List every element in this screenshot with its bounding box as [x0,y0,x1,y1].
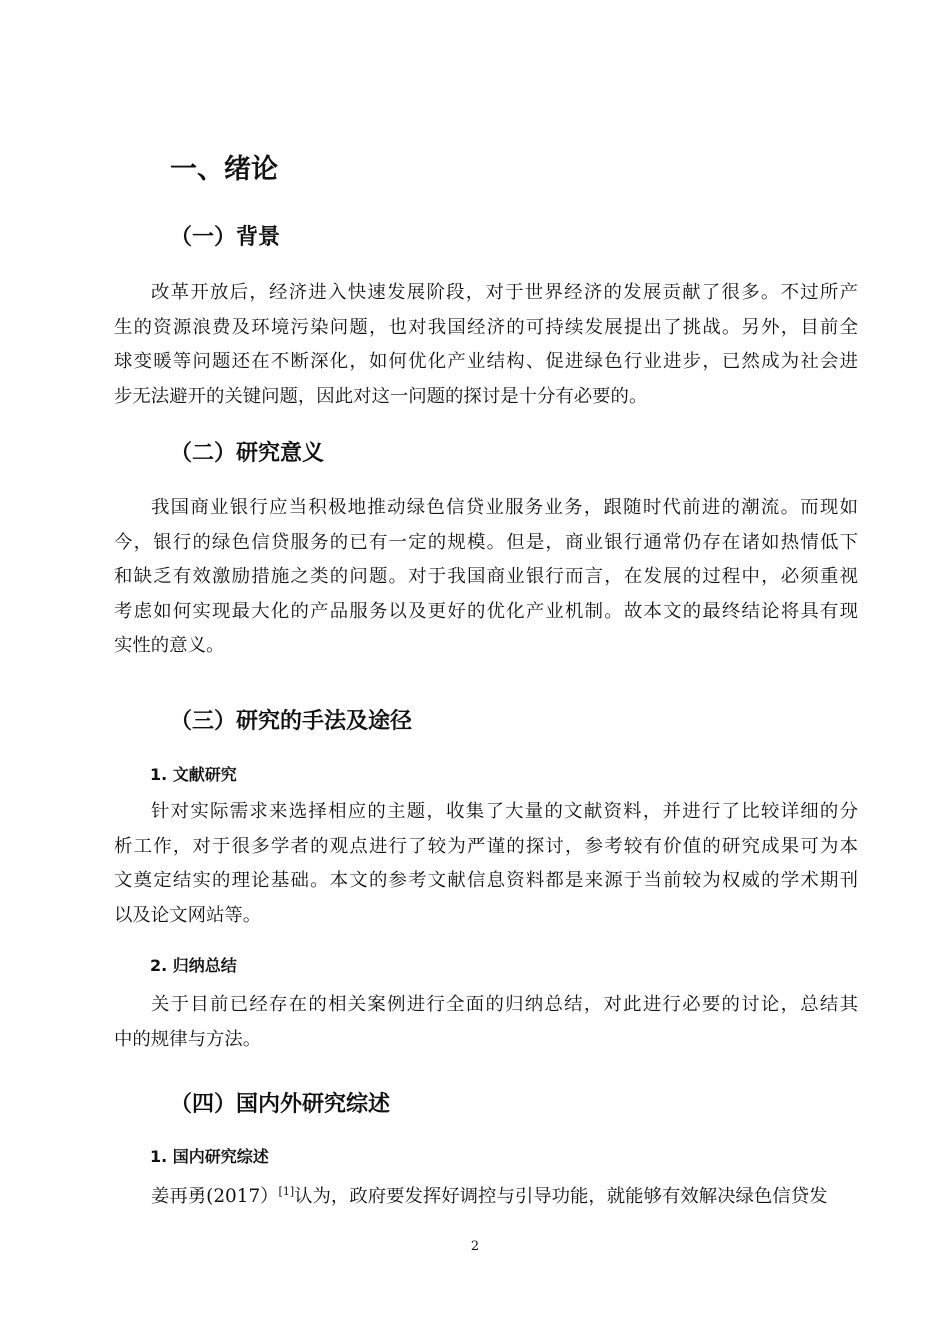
subsection-heading-literature: 1. 文献研究 [150,765,237,784]
paragraph-line: 针对实际需求来选择相应的主题，收集了大量的文献资料，并进行了比较详细的分 [151,801,858,822]
paragraph-line: 考虑如何实现最大化的产品服务以及更好的优化产业机制。故本文的最终结论将具有现 [114,600,858,622]
section-heading-review: （四）国内外研究综述 [170,1092,391,1117]
paragraph-line: 析工作，对于很多学者的观点进行了较为严谨的探讨，参考较有价值的研究成果可为本 [114,835,858,857]
paragraph-line: 中的规律与方法。 [114,1028,262,1050]
paragraph-line [114,1180,858,1215]
section-heading-methods: （三）研究的手法及途径 [170,709,413,734]
paragraph-line: 关于目前已经存在的相关案例进行全面的归纳总结，对此进行必要的讨论，总结其 [151,994,858,1015]
paragraph-induction [114,988,858,1057]
paragraph-line: 球变暖等问题还在不断深化，如何优化产业结构、促进绿色行业进步，已然成为社会进 [114,351,858,372]
paragraph-line: 今，银行的绿色信贷服务的已有一定的规模。但是，商业银行通常仍存在诸如热情低下 [114,531,858,553]
paragraph-line: 生的资源浪费及环境污染问题，也对我国经济的可持续发展提出了挑战。另外，目前全 [114,316,858,338]
citation-author: 姜再勇(2017） [151,1186,279,1207]
paragraph-literature [114,795,858,933]
section-heading-background: （一）背景 [170,225,281,250]
paragraph-line: 和缺乏有效激励措施之类的问题。对于我国商业银行而言，在发展的过程中，必须重视 [114,566,858,587]
paragraph-line: 步无法避开的关键问题，因此对这一问题的探讨是十分有必要的。 [114,385,648,407]
citation-text: 认为，政府要发挥好调控与引导功能，就能够有效解决绿色信贷发 [294,1186,828,1207]
paragraph-background [114,276,858,414]
paragraph-line: 改革开放后，经济进入快速发展阶段，对于世界经济的发展贡献了很多。不过所产 [151,282,858,303]
section-heading-significance: （二）研究意义 [170,441,325,466]
paragraph-line: 文奠定结实的理论基础。本文的参考文献信息资料都是来源于当前较为权威的学术期刊 [114,870,858,891]
subsection-heading-induction: 2. 归纳总结 [150,956,237,975]
paragraph-significance [114,491,858,664]
paragraph-domestic [114,1180,858,1215]
citation-reference[interactable]: [1] [278,1184,295,1198]
paragraph-line: 实性的意义。 [114,635,225,656]
subsection-heading-domestic: 1. 国内研究综述 [150,1147,269,1166]
paragraph-line: 我国商业银行应当积极地推动绿色信贷业服务业务，跟随时代前进的潮流。而现如 [151,497,858,518]
chapter-title: 一、绪论 [170,154,278,185]
paragraph-line: 以及论文网站等。 [114,904,262,926]
page-number: 2 [470,1239,480,1254]
